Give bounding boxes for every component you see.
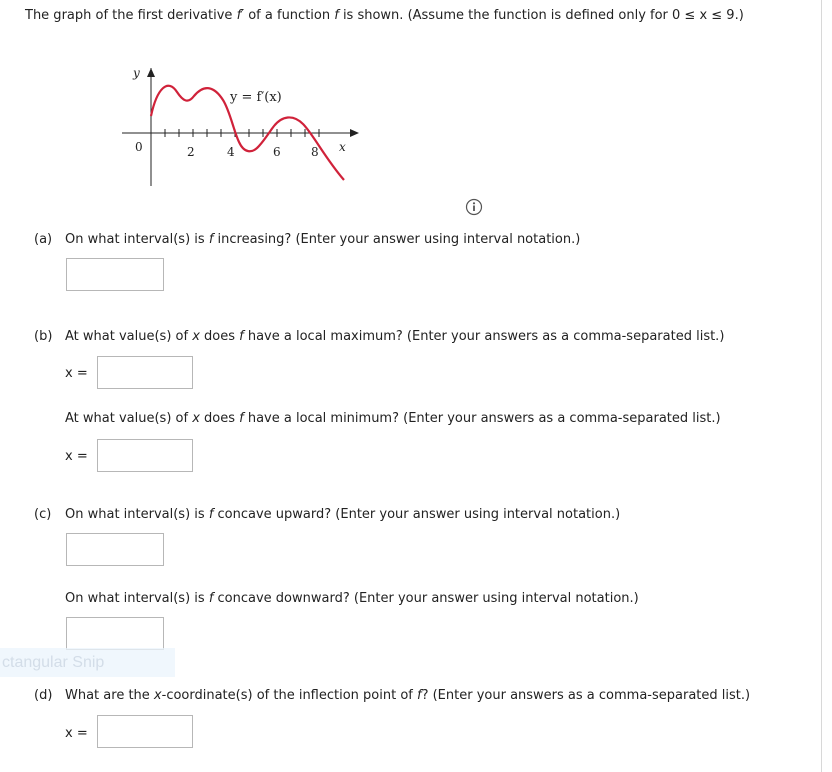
part-a-question: On what interval(s) is f increasing? (Enter your answer using interval notation.) bbox=[65, 232, 581, 247]
inflection-input[interactable] bbox=[97, 715, 193, 748]
part-d-label: (d) bbox=[34, 688, 53, 703]
rectangular-snip-overlay: ctangular Snip bbox=[0, 648, 175, 677]
concave-up-input[interactable] bbox=[66, 533, 164, 566]
part-c-label: (c) bbox=[34, 507, 52, 522]
derivative-graph bbox=[110, 58, 360, 193]
part-c-down-question: On what interval(s) is f concave downward? (Enter your answer using interval notation.) bbox=[65, 591, 639, 606]
tick-label-2: 2 bbox=[187, 145, 195, 159]
tick-label-8: 8 bbox=[311, 145, 319, 159]
local-min-x-label: x = bbox=[65, 449, 88, 464]
x-axis-arrow bbox=[350, 129, 359, 137]
tick-label-4: 4 bbox=[227, 145, 235, 159]
part-d-question: What are the x-coordinate(s) of the inflection point of f? (Enter your answers as a comma-separated list.) bbox=[65, 688, 751, 703]
local-min-input[interactable] bbox=[97, 439, 193, 472]
local-max-input[interactable] bbox=[97, 356, 193, 389]
y-axis-label: y bbox=[133, 66, 140, 80]
question-intro: The graph of the first derivative f′ of a function f is shown. (Assume the function is defined only for 0 ≤ x ≤ 9.) bbox=[25, 8, 744, 23]
local-max-x-label: x = bbox=[65, 366, 88, 381]
part-a-label: (a) bbox=[34, 232, 53, 247]
concave-down-input[interactable] bbox=[66, 617, 164, 650]
increasing-interval-input[interactable] bbox=[66, 258, 164, 291]
inflection-x-label: x = bbox=[65, 726, 88, 741]
x-axis-label: x bbox=[339, 140, 346, 154]
part-b-max-question: At what value(s) of x does f have a local maximum? (Enter your answers as a comma-separated list.) bbox=[65, 329, 725, 344]
tick-label-6: 6 bbox=[273, 145, 281, 159]
part-b-min-question: At what value(s) of x does f have a local minimum? (Enter your answers as a comma-separated list.) bbox=[65, 411, 721, 426]
part-b-label: (b) bbox=[34, 329, 53, 344]
part-c-up-question: On what interval(s) is f concave upward? (Enter your answer using interval notation.) bbox=[65, 507, 621, 522]
curve-label: y = f′(x) bbox=[230, 90, 282, 105]
tick-label-0: 0 bbox=[135, 140, 143, 154]
y-axis-arrow bbox=[147, 68, 155, 77]
info-icon[interactable] bbox=[465, 198, 483, 216]
